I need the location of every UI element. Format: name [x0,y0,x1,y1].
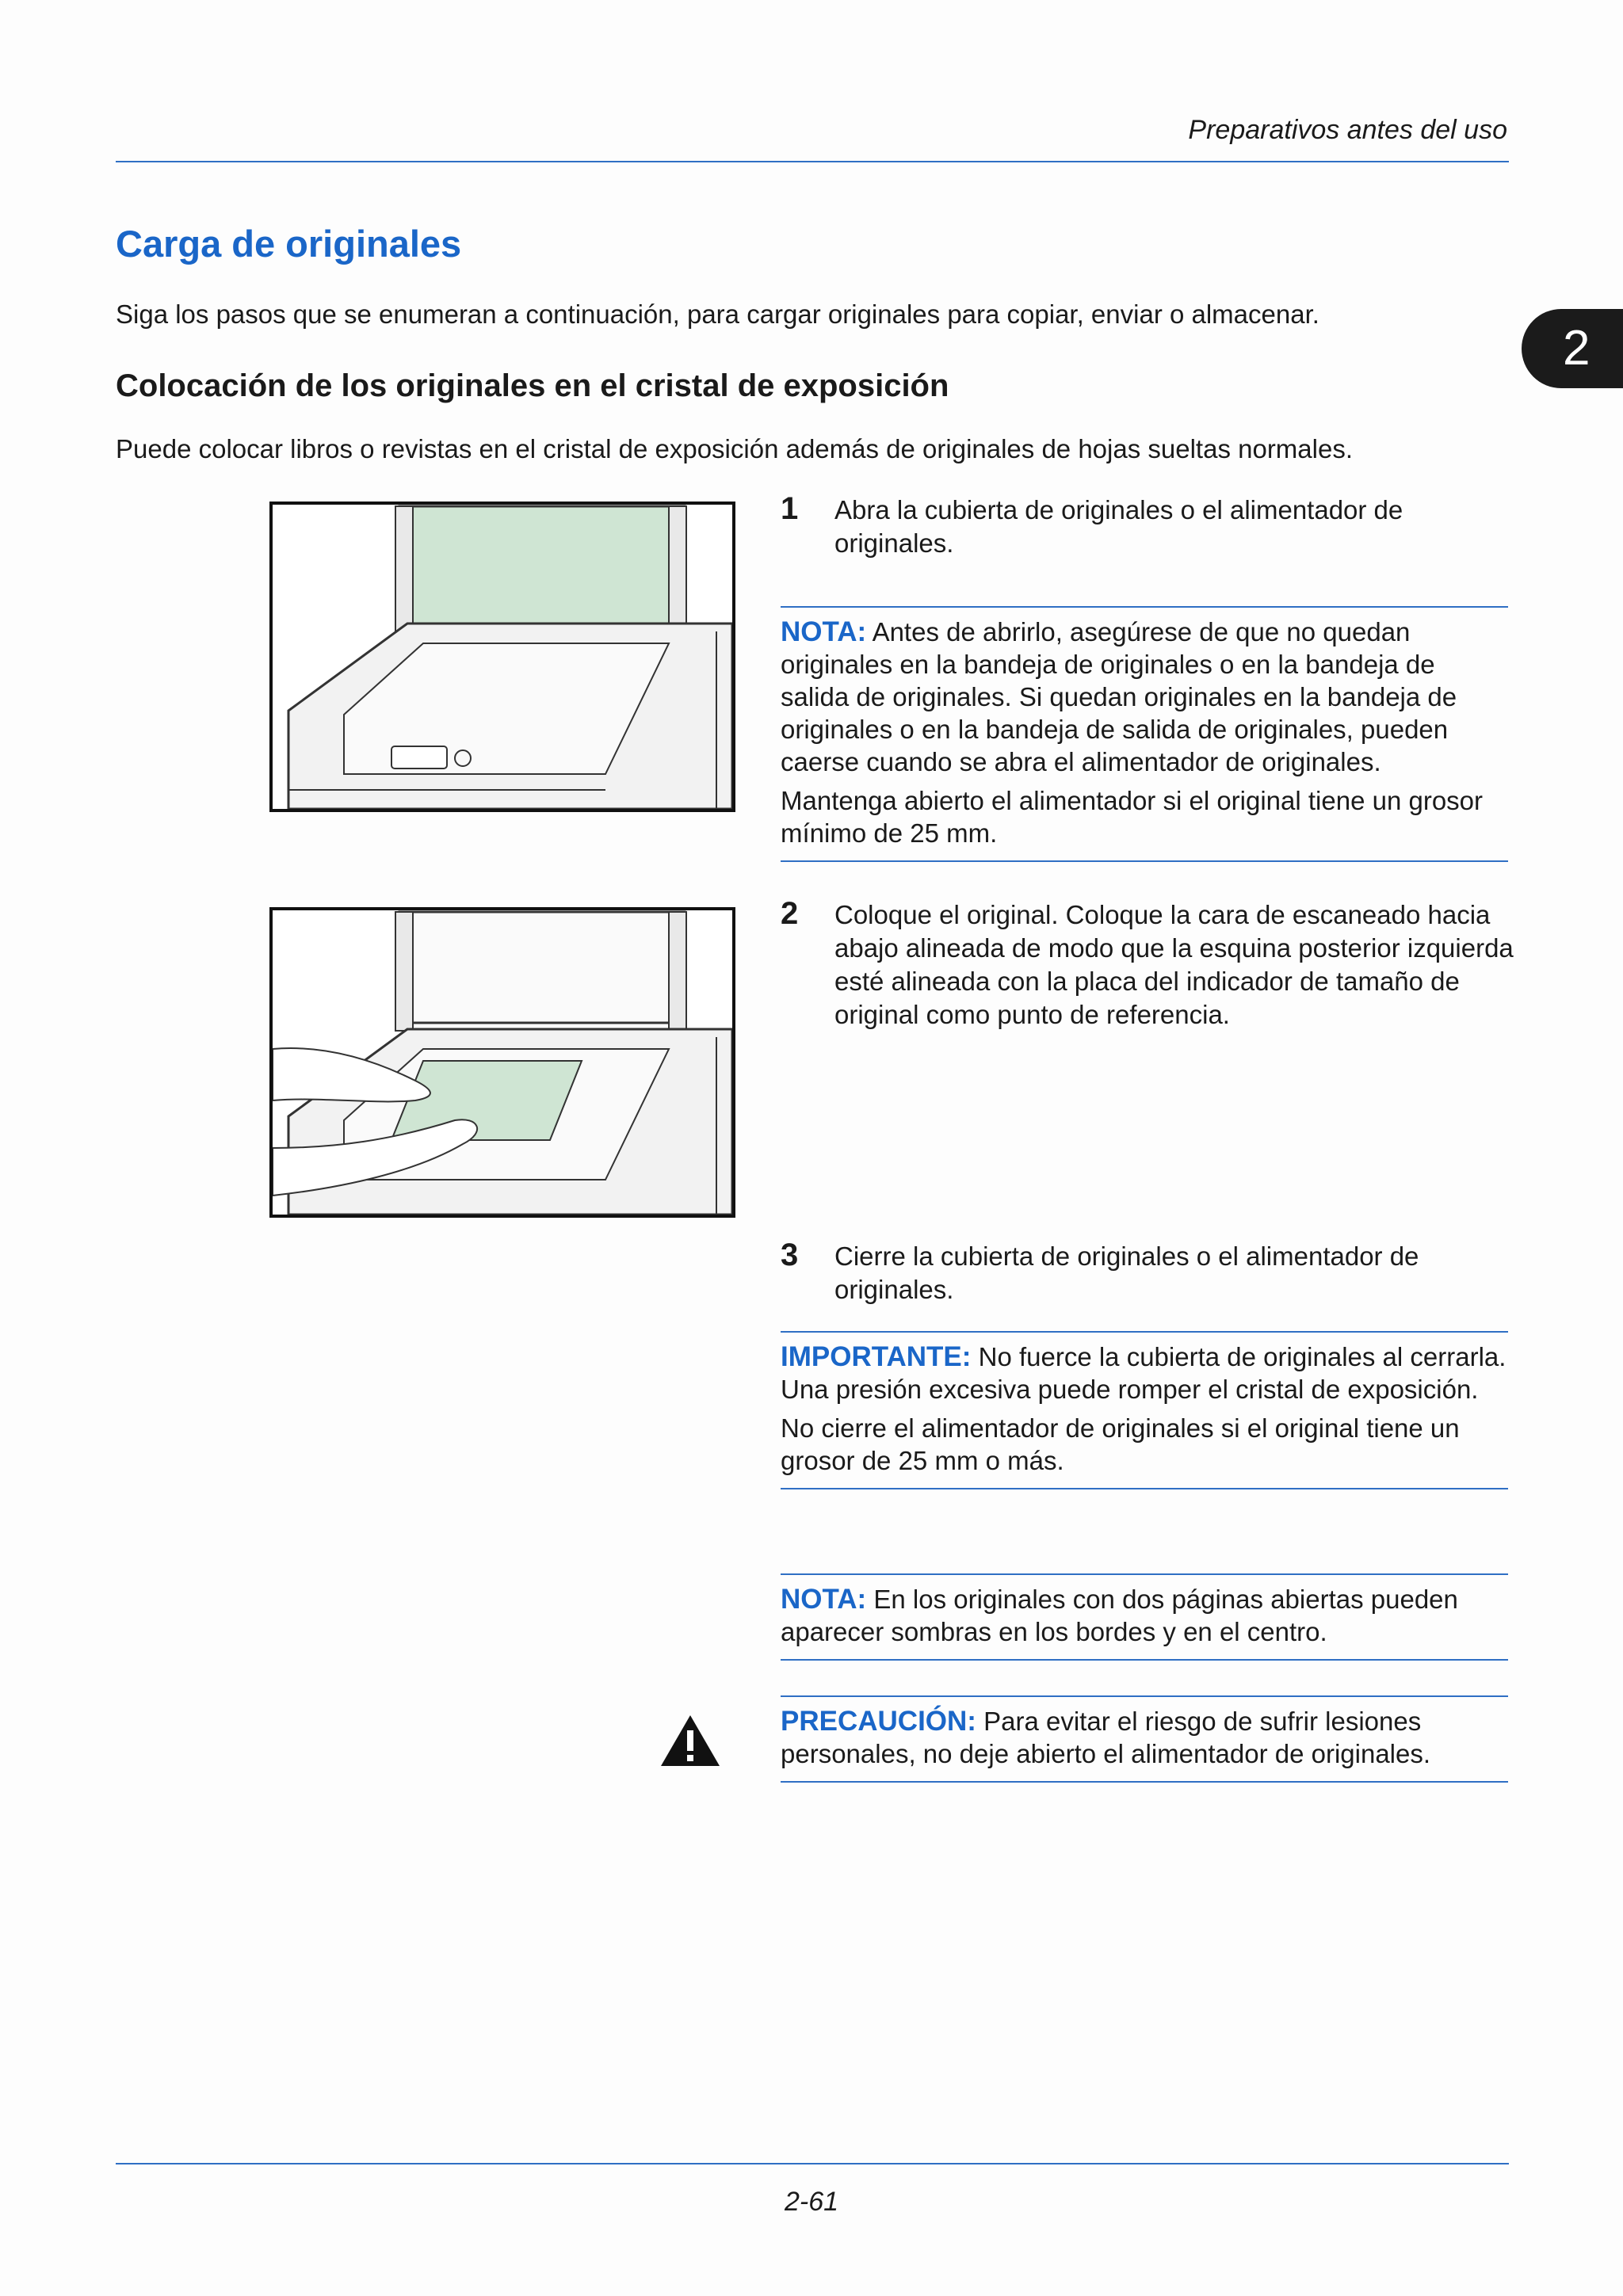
note-text: Antes de abrirlo, asegúrese de que no quedan originales en la bandeja de originales o en la bandeja de salida de originales. Si quedan originales en la bandeja de originales o en la bandeja de salida de originales, pueden caerse cuando se abra el alimentador de originales. [781,617,1457,776]
note-label: NOTA: [781,616,867,647]
step-text: Coloque el original. Coloque la cara de escaneado hacia abajo alineada de modo que la esquina posterior izquierda esté alineada con la placa del indicador de tamaño de original como punto de referencia. [834,900,1514,1029]
note-box [781,1573,1508,1661]
note-label: NOTA: [781,1584,867,1615]
footer-rule [116,2163,1509,2164]
important-label: IMPORTANTE: [781,1341,972,1372]
header-rule [116,161,1509,162]
step-number: 3 [781,1238,799,1272]
important-box [781,1331,1508,1489]
figure-place-original [269,907,735,1218]
note-extra: Mantenga abierto el alimentador si el original tiene un grosor mínimo de 25 mm. [781,786,1484,848]
step-number: 2 [781,896,799,931]
step-number: 1 [781,491,799,526]
note-box [781,606,1508,862]
important-extra: No cierre el alimentador de originales si el original tiene un grosor de 25 mm o más. [781,1413,1460,1475]
figure-open-cover [269,502,735,812]
section-intro: Siga los pasos que se enumeran a continuación, para cargar originales para copiar, enviar o almacenar. [116,299,1319,329]
caution-box [781,1695,1508,1783]
chapter-tab: 2 [1522,309,1623,388]
warning-triangle-icon [659,1713,721,1772]
important-text: No fuerce la cubierta de originales al cerrarla. Una presión excesiva puede romper el cristal de exposición. [781,1342,1507,1404]
note-text: En los originales con dos páginas abiertas pueden aparecer sombras en los bordes y en el centro. [781,1585,1458,1646]
subsection-title: Colocación de los originales en el cristal de exposición [116,368,949,403]
subsection-lead: Puede colocar libros o revistas en el cristal de exposición además de originales de hojas sueltas normales. [116,434,1354,463]
running-header: Preparativos antes del uso [1188,115,1507,145]
page-number: 2-61 [784,2187,839,2217]
section-title: Carga de originales [116,223,462,265]
step-text: Cierre la cubierta de originales o el alimentador de originales. [834,1241,1419,1304]
step-text: Abra la cubierta de originales o el alimentador de originales. [834,495,1403,558]
caution-label: PRECAUCIÓN: [781,1706,976,1737]
caution-text: Para evitar el riesgo de sufrir lesiones personales, no deje abierto el alimentador de originales. [781,1707,1431,1768]
